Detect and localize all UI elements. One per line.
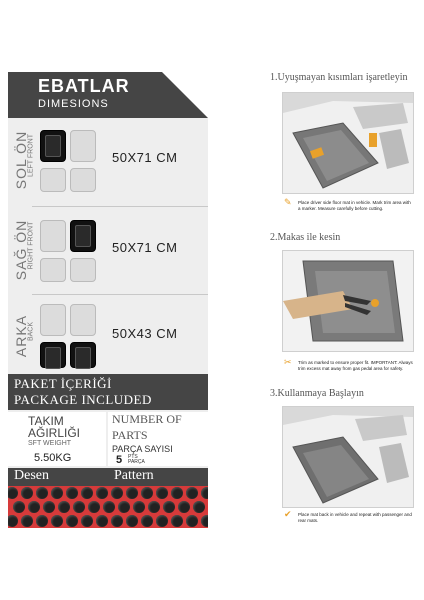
- instructions-panel: [268, 72, 424, 552]
- row-label-sub: RIGHT FRONT: [27, 221, 35, 270]
- mat-set-icon: [38, 122, 100, 200]
- parts-unit-en: PTS: [128, 454, 138, 460]
- pattern-dot: [88, 501, 100, 513]
- pattern-dot: [103, 501, 115, 513]
- pattern-dot: [178, 501, 190, 513]
- marker-icon: ✎: [284, 197, 292, 207]
- row-label-main: ARKA: [13, 314, 29, 358]
- parts-label-tr: PARÇA SAYISI: [112, 444, 173, 454]
- parts-unit-tr: PARÇA: [128, 459, 145, 465]
- pattern-dot: [81, 515, 93, 527]
- row-label: [8, 294, 34, 380]
- pattern-dot: [118, 501, 130, 513]
- weight-value: 5.50KG: [34, 452, 72, 464]
- pattern-dot: [73, 501, 85, 513]
- pattern-dot: [51, 515, 63, 527]
- parts-value: 5: [116, 454, 123, 466]
- step-2-title: 2.Makas ile kesin: [270, 232, 341, 243]
- row-right-front: [8, 208, 208, 294]
- pattern-dot: [43, 501, 55, 513]
- pattern-dot: [81, 487, 93, 499]
- front-left-mat-icon: [40, 130, 66, 162]
- package-header: [8, 374, 208, 410]
- pattern-dot: [126, 515, 138, 527]
- car-interior-illustration: [283, 93, 413, 193]
- weight-box: [8, 412, 106, 466]
- rear-left-mat-icon: [40, 342, 66, 368]
- pattern-dot: [51, 487, 63, 499]
- pattern-dot: [58, 501, 70, 513]
- mat-set-icon: [38, 298, 100, 376]
- pattern-dot: [171, 515, 183, 527]
- dimensions-header: [8, 72, 208, 118]
- mat-size: 50X43 CM: [112, 326, 178, 341]
- pattern-dot: [66, 487, 78, 499]
- row-label: [8, 208, 34, 294]
- pattern-label-en: Pattern: [114, 468, 154, 483]
- rear-left-mat-icon: [40, 258, 66, 282]
- pattern-dot: [21, 515, 33, 527]
- pattern-dot: [8, 487, 18, 499]
- parts-label-2: PARTS: [112, 428, 148, 442]
- rear-left-mat-icon: [40, 168, 66, 192]
- rear-right-mat-icon: [70, 258, 96, 282]
- package-title-en: PACKAGE INCLUDED: [14, 392, 152, 407]
- front-right-mat-icon: [70, 304, 96, 336]
- pattern-dot: [36, 487, 48, 499]
- row-label-sub: BACK: [27, 321, 35, 342]
- pattern-dot: [163, 501, 175, 513]
- row-divider: [32, 206, 208, 207]
- rear-right-mat-icon: [70, 168, 96, 192]
- installed-mat-illustration: [283, 407, 413, 507]
- weight-label-1: TAKIM: [28, 414, 64, 428]
- dimensions-subtitle: DIMESIONS: [38, 98, 109, 110]
- pattern-dot: [28, 501, 40, 513]
- pattern-dot: [36, 515, 48, 527]
- front-left-mat-icon: [40, 220, 66, 252]
- pattern-dot: [186, 487, 198, 499]
- row-left-front: [8, 118, 208, 204]
- pattern-dot: [156, 515, 168, 527]
- parts-unit: [128, 455, 145, 465]
- step-3-illustration: [282, 406, 414, 508]
- step-3-note-text: Place mat back in vehicle and repeat with passenger and rear mats.: [298, 512, 412, 523]
- pattern-label-tr: Desen: [14, 468, 49, 483]
- row-label-sub: LEFT FRONT: [27, 133, 35, 178]
- pattern-dot: [201, 515, 208, 527]
- row-label-main: SAĞ ÖN: [13, 219, 29, 281]
- rear-right-mat-icon: [70, 342, 96, 368]
- pattern-dot: [186, 515, 198, 527]
- parts-box: [108, 412, 208, 466]
- mat-set-icon: [38, 212, 100, 290]
- pattern-dot: [13, 501, 25, 513]
- pattern-dot: [66, 515, 78, 527]
- step-1-illustration: [282, 92, 414, 194]
- pattern-dot: [126, 487, 138, 499]
- pattern-header: [8, 468, 208, 486]
- pattern-swatch: [8, 486, 208, 528]
- scissors-icon: ✂: [284, 357, 292, 367]
- pattern-dot: [171, 487, 183, 499]
- step-1-note-text: Place driver side floor mat in vehicle. Mark trim area with a marker. Measure carefully before cutting.: [298, 200, 411, 211]
- front-right-mat-icon: [70, 220, 96, 252]
- step-2-note-text: Trim as marked to ensure proper fit. IMPORTANT: Always trim excess mat away from gas pedal area for safety.: [298, 360, 413, 371]
- weight-label-2: AĞIRLIĞI: [28, 426, 81, 440]
- package-title-tr: PAKET İÇERİĞİ: [14, 376, 112, 391]
- pattern-dot: [111, 487, 123, 499]
- header-notch: [162, 72, 208, 118]
- dimensions-title: EBATLAR: [38, 76, 130, 96]
- pattern-dot: [141, 515, 153, 527]
- pattern-dot: [141, 487, 153, 499]
- pattern-dot: [96, 515, 108, 527]
- pattern-dot: [111, 515, 123, 527]
- mat-size: 50X71 CM: [112, 240, 178, 255]
- pattern-dot: [156, 487, 168, 499]
- step-3-title: 3.Kullanmaya Başlayın: [270, 388, 364, 399]
- front-left-mat-icon: [40, 304, 66, 336]
- step-1-title: 1.Uyuşmayan kısımları işaretleyin: [270, 72, 408, 83]
- step-2-illustration: [282, 250, 414, 352]
- pattern-dot: [148, 501, 160, 513]
- check-icon: ✔: [284, 509, 292, 519]
- mat-size: 50X71 CM: [112, 150, 178, 165]
- weight-label-en: SFT WEIGHT: [28, 440, 72, 447]
- pattern-dot: [201, 487, 208, 499]
- row-label-main: SOL ÖN: [13, 130, 29, 190]
- front-right-mat-icon: [70, 130, 96, 162]
- pattern-dot: [193, 501, 205, 513]
- row-back: [8, 294, 208, 380]
- pattern-dot: [133, 501, 145, 513]
- parts-label-1: NUMBER OF: [112, 412, 182, 426]
- row-label: [8, 118, 34, 204]
- dimensions-panel: [8, 72, 208, 528]
- pattern-dot: [21, 487, 33, 499]
- cutting-illustration: [283, 251, 413, 351]
- pattern-dot: [8, 515, 18, 527]
- pattern-dot: [96, 487, 108, 499]
